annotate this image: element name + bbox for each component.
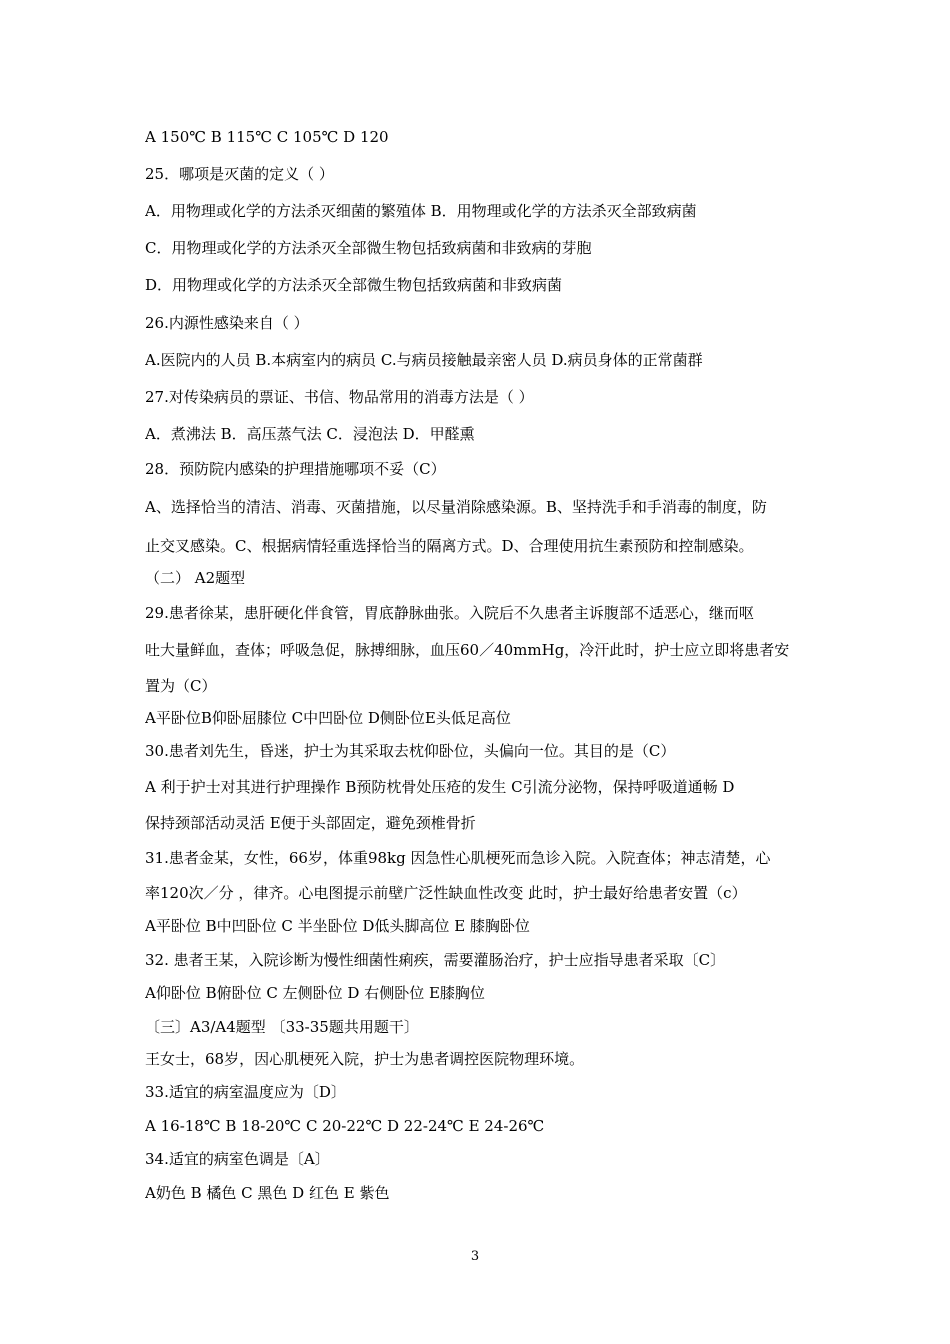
question-26: 26.内源性感染来自（ ） [145,314,309,332]
answer-options-27: A．煮沸法 B．高压蒸气法 C．浸泡法 D．甲醛熏 [145,425,475,443]
section-heading-a3-a4: 〔三〕A3/A4题型 〔33-35题共用题干〕 [145,1018,419,1036]
question-32: 32. 患者王某，入院诊断为慢性细菌性痢疾，需要灌肠治疗，护士应指导患者采取〔C〕 [145,951,726,969]
question-31-line2: 率120次／分 ，律齐。心电图提示前壁广泛性缺血性改变 此时，护士最好给患者安置（c） [145,884,747,902]
question-34: 34.适宜的病室色调是〔A〕 [145,1150,330,1168]
answer-options-32: A仰卧位 B俯卧位 C 左侧卧位 D 右侧卧位 E膝胸位 [145,984,485,1002]
question-30: 30.患者刘先生，昏迷，护士为其采取去枕仰卧位，头偏向一位。其目的是（C） [145,742,676,760]
answer-options-28-line2: 止交叉感染。C、根据病情轻重选择恰当的隔离方式。D、合理使用抗生素预防和控制感染。 [145,537,754,555]
answer-options-28-line1: A、选择恰当的清洁、消毒、灭菌措施，以尽量消除感染源。B、坚持洗手和手消毒的制度，防 [145,498,767,516]
question-25: 25．哪项是灭菌的定义（ ） [145,165,334,183]
answer-options-34: A奶色 B 橘色 C 黑色 D 红色 E 紫色 [145,1184,390,1202]
page-number: 3 [470,1249,480,1264]
question-29-line2: 吐大量鲜血，查体；呼吸急促，脉搏细脉，血压60／40mmHg，冷汗此时，护士应立即将患者安 [145,641,790,659]
question-28: 28．预防院内感染的护理措施哪项不妥（C） [145,460,446,478]
answer-options-25-ab: A．用物理或化学的方法杀灭细菌的繁殖体 B．用物理或化学的方法杀灭全部致病菌 [145,202,697,220]
section-heading-a2: （二） A2题型 [145,569,246,587]
question-31-line1: 31.患者金某，女性，66岁，体重98kg 因急性心肌梗死而急诊入院。入院查体；神志清楚，心 [145,849,771,867]
question-27: 27.对传染病员的票证、书信、物品常用的消毒方法是（ ） [145,388,534,406]
shared-stem-33-35: 王女士，68岁，因心肌梗死入院，护士为患者调控医院物理环境。 [145,1050,585,1068]
question-33: 33.适宜的病室温度应为〔D〕 [145,1083,346,1101]
answer-options-26: A.医院内的人员 B.本病室内的病员 C.与病员接触最亲密人员 D.病员身体的正常菌群 [145,351,703,369]
answer-options-33: A 16-18℃ B 18-20℃ C 20-22℃ D 22-24℃ E 24-26℃ [145,1117,545,1135]
answer-options-31: A平卧位 B中凹卧位 C 半坐卧位 D低头脚高位 E 膝胸卧位 [145,917,530,935]
answer-options-24: A 150℃ B 115℃ C 105℃ D 120 [145,128,389,146]
answer-options-30-line1: A 利于护士对其进行护理操作 B预防枕骨处压疮的发生 C引流分泌物，保持呼吸道通畅 D [145,778,735,796]
answer-option-25-c: C．用物理或化学的方法杀灭全部微生物包括致病菌和非致病的芽胞 [145,239,592,257]
answer-option-25-d: D．用物理或化学的方法杀灭全部微生物包括致病菌和非致病菌 [145,276,563,294]
question-29-line1: 29.患者徐某，患肝硬化伴食管，胃底静脉曲张。入院后不久患者主诉腹部不适恶心，继而呕 [145,604,754,622]
question-29-line3: 置为（C） [145,677,217,695]
answer-options-30-line2: 保持颈部活动灵活 E便于头部固定，避免颈椎骨折 [145,814,476,832]
answer-options-29: A平卧位B仰卧屈膝位 C中凹卧位 D侧卧位E头低足高位 [145,709,511,727]
